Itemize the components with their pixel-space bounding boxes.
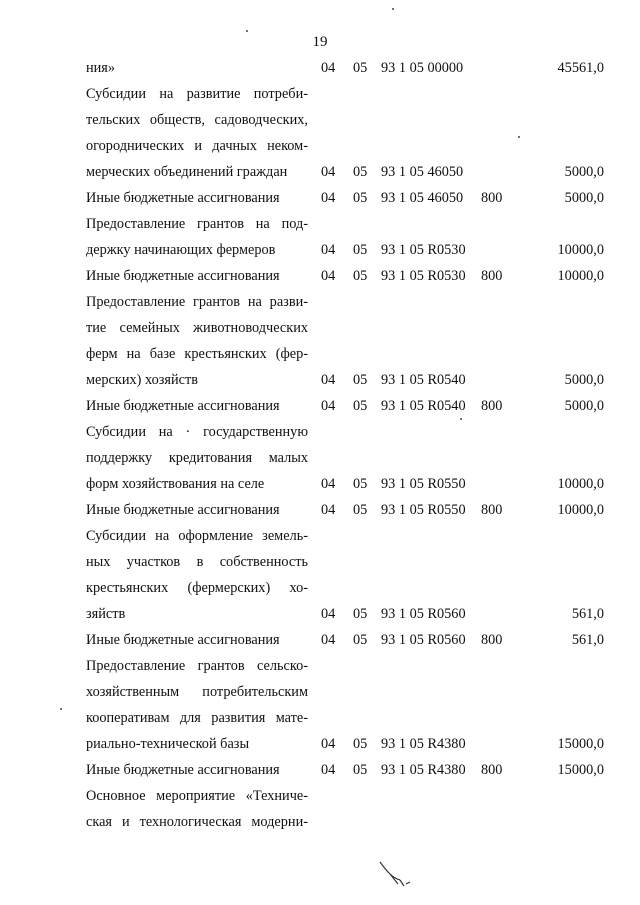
subsection-code: 05 (353, 736, 368, 752)
amount: 15000,0 (557, 736, 604, 752)
target-article-code: 93 1 05 00000 (381, 60, 464, 76)
target-article-code: 93 1 05 R0540 (381, 398, 466, 414)
row-name: Предоставление грантов сельско- (86, 658, 308, 674)
section-code: 04 (321, 190, 336, 206)
section-code: 04 (321, 476, 336, 492)
table-row (0, 60, 640, 86)
table-row (0, 762, 640, 788)
subsection-code: 05 (353, 60, 368, 76)
table-row (0, 398, 640, 424)
target-article-code: 93 1 05 R0550 (381, 502, 466, 518)
table-row (0, 294, 640, 320)
expense-type-code: 800 (481, 190, 503, 206)
amount: 10000,0 (557, 476, 604, 492)
amount: 10000,0 (557, 242, 604, 258)
row-name: Иные бюджетные ассигнования (86, 502, 280, 518)
pen-mark-icon (376, 858, 416, 892)
row-name: мерских) хозяйств (86, 372, 198, 388)
target-article-code: 93 1 05 R4380 (381, 762, 466, 778)
expense-type-code: 800 (481, 268, 503, 284)
section-code: 04 (321, 242, 336, 258)
row-name: мерческих объединений граждан (86, 164, 288, 180)
table-row (0, 320, 640, 346)
row-name: Иные бюджетные ассигнования (86, 762, 280, 778)
target-article-code: 93 1 05 R4380 (381, 736, 466, 752)
table-row (0, 216, 640, 242)
row-name: Предоставление грантов на под- (86, 216, 308, 232)
amount: 10000,0 (557, 268, 604, 284)
subsection-code: 05 (353, 164, 368, 180)
subsection-code: 05 (353, 398, 368, 414)
row-name: поддержку кредитования малых (86, 450, 308, 466)
table-row (0, 268, 640, 294)
table-row (0, 86, 640, 112)
scan-speck (60, 708, 62, 710)
table-row (0, 450, 640, 476)
target-article-code: 93 1 05 46050 (381, 190, 464, 206)
row-name: Основное мероприятие «Техниче- (86, 788, 308, 804)
row-name: Субсидии на · государственную (86, 424, 308, 440)
table-row (0, 346, 640, 372)
expense-type-code: 800 (481, 762, 503, 778)
table-row (0, 424, 640, 450)
table-row (0, 632, 640, 658)
section-code: 04 (321, 502, 336, 518)
amount: 561,0 (571, 632, 604, 648)
section-code: 04 (321, 164, 336, 180)
row-name: Предоставление грантов на разви- (86, 294, 308, 310)
section-code: 04 (321, 372, 336, 388)
expense-type-code: 800 (481, 632, 503, 648)
subsection-code: 05 (353, 502, 368, 518)
row-name: хозяйственным потребительским (86, 684, 308, 700)
table-row (0, 736, 640, 762)
row-name: огороднических и дачных неком- (86, 138, 308, 154)
row-name: форм хозяйствования на селе (86, 476, 265, 492)
target-article-code: 93 1 05 R0560 (381, 606, 466, 622)
section-code: 04 (321, 762, 336, 778)
subsection-code: 05 (353, 476, 368, 492)
row-name: крестьянских (фермерских) хо- (86, 580, 308, 596)
amount: 5000,0 (564, 164, 604, 180)
row-name: тельских обществ, садоводческих, (86, 112, 308, 128)
scan-speck (392, 8, 394, 10)
section-code: 04 (321, 398, 336, 414)
scan-speck (518, 136, 520, 138)
section-code: 04 (321, 632, 336, 648)
target-article-code: 93 1 05 R0550 (381, 476, 466, 492)
row-name: кооперативам для развития мате- (86, 710, 308, 726)
section-code: 04 (321, 268, 336, 284)
row-name: Иные бюджетные ассигнования (86, 398, 280, 414)
table-row (0, 476, 640, 502)
row-name: Субсидии на развитие потреби- (86, 86, 308, 102)
subsection-code: 05 (353, 606, 368, 622)
row-name: риально-технической базы (86, 736, 250, 752)
table-row (0, 658, 640, 684)
table-row (0, 372, 640, 398)
table-row (0, 112, 640, 138)
row-name: ния» (86, 60, 116, 76)
row-name: ных участков в собственность (86, 554, 308, 570)
row-name: зяйств (86, 606, 126, 622)
row-name: Иные бюджетные ассигнования (86, 268, 280, 284)
table-row (0, 606, 640, 632)
row-name: держку начинающих фермеров (86, 242, 276, 258)
target-article-code: 93 1 05 R0530 (381, 242, 466, 258)
table-row (0, 502, 640, 528)
section-code: 04 (321, 606, 336, 622)
row-name: тие семейных животноводческих (86, 320, 308, 336)
amount: 45561,0 (557, 60, 604, 76)
subsection-code: 05 (353, 632, 368, 648)
target-article-code: 93 1 05 46050 (381, 164, 464, 180)
table-row (0, 190, 640, 216)
row-name: Иные бюджетные ассигнования (86, 632, 280, 648)
table-row (0, 528, 640, 554)
amount: 15000,0 (557, 762, 604, 778)
scan-speck (460, 418, 462, 420)
target-article-code: 93 1 05 R0530 (381, 268, 466, 284)
table-row (0, 138, 640, 164)
target-article-code: 93 1 05 R0540 (381, 372, 466, 388)
amount: 5000,0 (564, 372, 604, 388)
subsection-code: 05 (353, 268, 368, 284)
target-article-code: 93 1 05 R0560 (381, 632, 466, 648)
table-row (0, 580, 640, 606)
subsection-code: 05 (353, 372, 368, 388)
section-code: 04 (321, 60, 336, 76)
amount: 5000,0 (564, 398, 604, 414)
table-row (0, 164, 640, 190)
section-code: 04 (321, 736, 336, 752)
page-number: 19 (312, 34, 328, 50)
amount: 5000,0 (564, 190, 604, 206)
table-row (0, 788, 640, 814)
subsection-code: 05 (353, 190, 368, 206)
amount: 10000,0 (557, 502, 604, 518)
subsection-code: 05 (353, 762, 368, 778)
row-name: ферм на базе крестьянских (фер- (86, 346, 308, 362)
table-row (0, 684, 640, 710)
expense-type-code: 800 (481, 398, 503, 414)
row-name: ская и технологическая модерни- (86, 814, 308, 830)
table-row (0, 242, 640, 268)
table-row (0, 710, 640, 736)
table-row (0, 814, 640, 840)
scan-speck (246, 30, 248, 32)
row-name: Субсидии на оформление земель- (86, 528, 308, 544)
row-name: Иные бюджетные ассигнования (86, 190, 280, 206)
subsection-code: 05 (353, 242, 368, 258)
amount: 561,0 (571, 606, 604, 622)
expense-type-code: 800 (481, 502, 503, 518)
table-row (0, 554, 640, 580)
